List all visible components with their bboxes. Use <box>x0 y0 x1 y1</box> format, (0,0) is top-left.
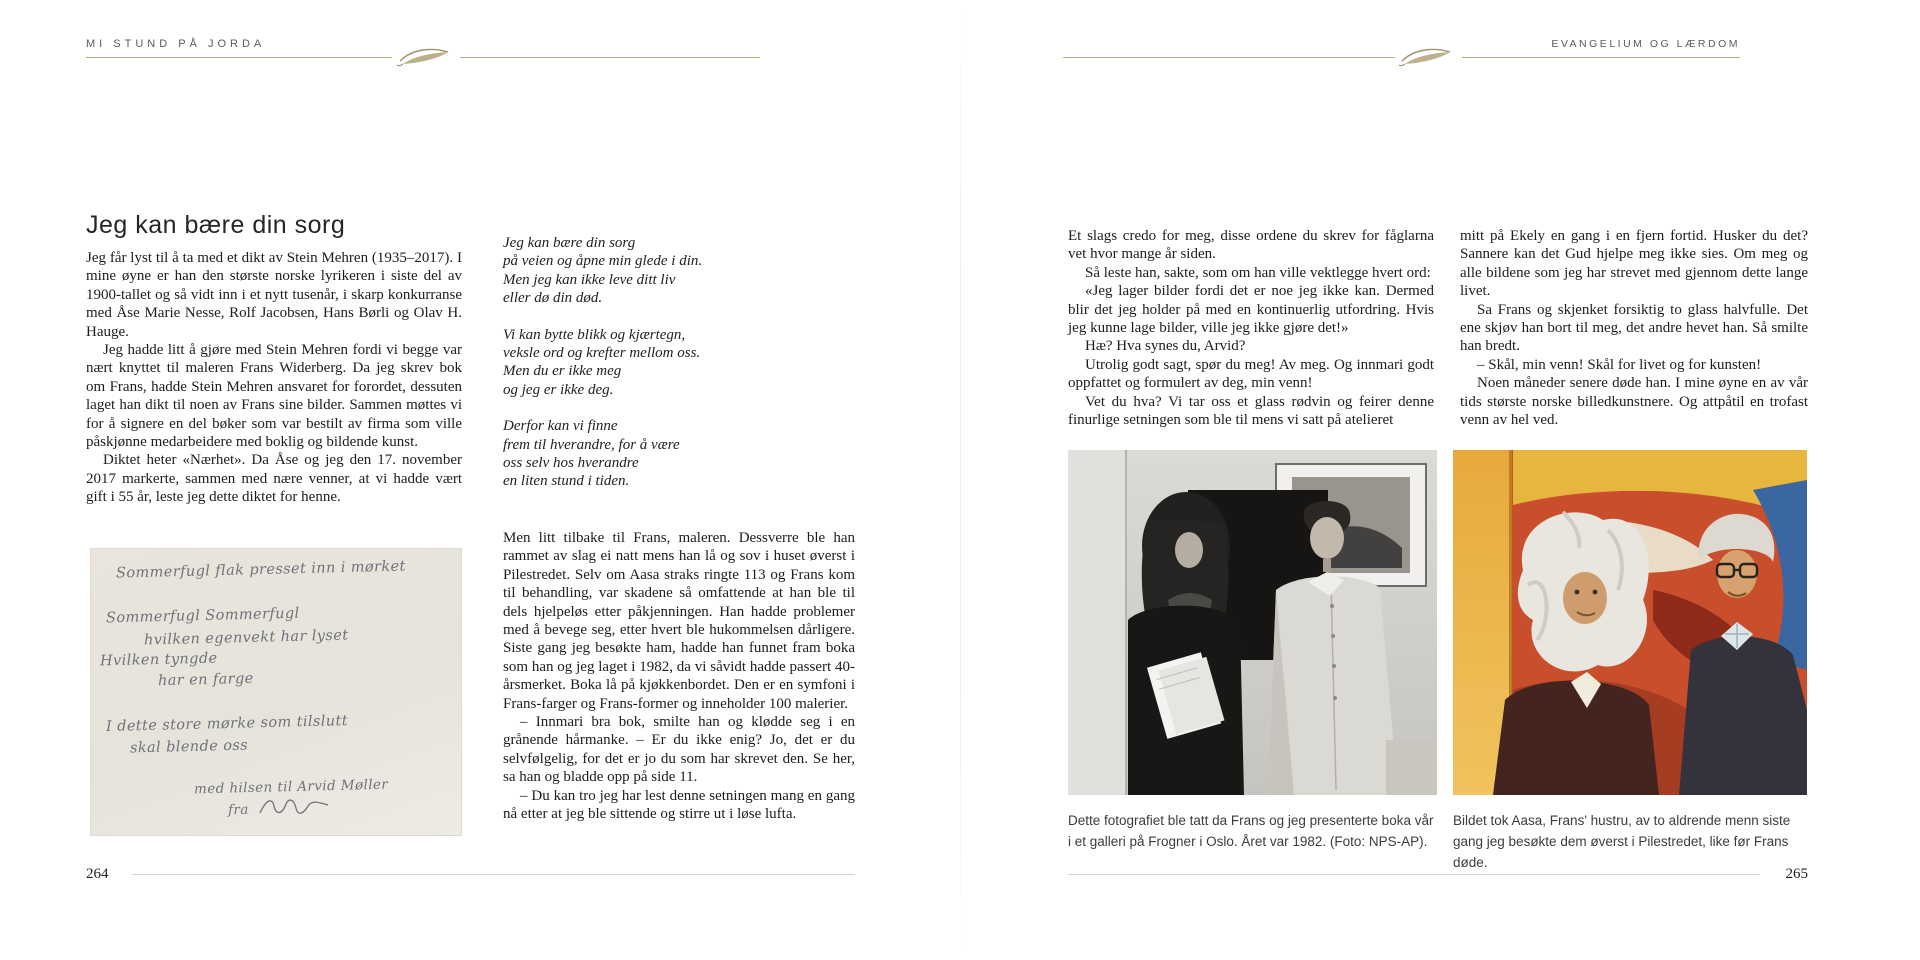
poem-line: og jeg er ikke deg. <box>503 381 614 398</box>
poem-line: Men jeg kan ikke leve ditt liv <box>503 271 676 288</box>
poem-stanza <box>503 326 855 400</box>
page-gutter <box>960 0 961 960</box>
poem-line: en liten stund i tiden. <box>503 473 630 490</box>
paragraph: Hæ? Hva synes du, Arvid? <box>1085 338 1246 355</box>
paragraph: Jeg får lyst til å ta med et dikt av Stein Mehren (1935–2017). I mine øyne er han den største norske lyrikeren i siste del av 1900-tallet og så vidt inn i et nytt tusenår, i skarp konkurranse med Åse Marie Nesse, Rolf Jacobsen, Hans Børli og Olav H. Hauge. <box>86 250 462 340</box>
paragraph: Sa Frans og skjenket forsiktig to glass halvfulle. Det ene skjøv han bort til meg, det andre hevet han. Så smilte han bredt. <box>1460 301 1808 355</box>
paragraph: Diktet heter «Nærhet». Da Åse og jeg den 17. november 2017 markerte, sammen med nære venner, at vi hadde vært gift i 55 år, leste jeg dette diktet for henne. <box>86 452 462 506</box>
flourish-ornament-icon <box>396 45 454 74</box>
paragraph: Noen måneder senere døde han. I mine øyne en av vår tids største norske billedkunstnere. Og attpåtil en trofast venn av hel ved. <box>1460 375 1808 429</box>
paragraph: Et slags credo for meg, disse ordene du skrev for fåglarna vet hvor mange år siden. <box>1068 228 1434 263</box>
poem-stanza <box>503 417 855 491</box>
handwritten-note-image <box>90 548 462 836</box>
poem-line: oss selv hos hverandre <box>503 455 639 472</box>
left-column-1 <box>86 249 462 507</box>
page-number-left: 264 <box>86 866 109 882</box>
header-rule-right-2 <box>1462 57 1740 58</box>
page-number-right: 265 <box>1785 866 1808 882</box>
photo-caption: Dette fotografiet ble tatt da Frans og jeg presenterte boka vår i et galleri på Frogner i Oslo. Året var 1982. (Foto: NPS-AP). <box>1068 813 1434 849</box>
footer-rule-right <box>1068 874 1760 875</box>
poem-stanza <box>503 234 855 308</box>
handwriting-line: har en farge <box>157 670 254 690</box>
signature-icon <box>258 794 332 827</box>
right-column-2 <box>1460 227 1808 429</box>
paragraph: Vet du hva? Vi tar oss et glass rødvin og feirer denne finurlige setningen som ble til mens vi satt på atelieret <box>1068 393 1434 429</box>
poem-line: Jeg kan bære din sorg <box>503 235 636 251</box>
paragraph: Jeg hadde litt å gjøre med Stein Mehren fordi vi begge var nært knyttet til maleren Frans Widerberg. Da jeg skrev bok om Frans, hadde Stein Mehren ansvaret for forordet, dessuten laget han dikt til noen av Frans sine bilder. Sammen møttes vi for å signere en del bøker som var bestilt av firma som ville påskjønne medarbeidere med boklig og bildende kunst. <box>86 342 462 451</box>
photo-book-launch-bw <box>1068 450 1437 795</box>
chapter-title: Jeg kan bære din sorg <box>86 211 346 239</box>
flourish-ornament-icon <box>1398 45 1456 74</box>
handwriting-line: fra <box>227 801 249 819</box>
running-head-left: MI STUND PÅ JORDA <box>86 38 266 50</box>
paragraph: «Jeg lager bilder fordi det er noe jeg ikke kan. Dermed blir det jeg holder på med en kontinuerlig utfordring. Hvis jeg kunne lage bilder, ville jeg ikke gjøre det!» <box>1068 283 1434 337</box>
poem-line: Vi kan bytte blikk og kjærtegn, <box>503 326 686 343</box>
paragraph: Så leste han, sakte, som om han ville vektlegge hvert ord: <box>1085 264 1431 281</box>
photo-caption: Bildet tok Aasa, Frans' hustru, av to aldrende menn siste gang jeg besøkte dem øverst i Pilestredet, like før Frans døde. <box>1453 813 1791 870</box>
poem-block <box>503 234 855 509</box>
poem-line: på veien og åpne min glede i din. <box>503 253 703 270</box>
handwriting-line: hvilken egenvekt har lyset <box>143 627 349 649</box>
paragraph: mitt på Ekely en gang i en fjern fortid. Husker du det? Sannere kan det Gud hjelpe meg ikke sies. Om meg og alle bildene som jeg har strevet med gjennom dette lange livet. <box>1460 228 1808 300</box>
handwriting-line: skal blende oss <box>129 737 249 757</box>
poem-line: eller dø din død. <box>503 290 603 307</box>
handwriting-line: Sommerfugl Sommerfugl <box>105 605 300 627</box>
poem-line: veksle ord og krefter mellom oss. <box>503 345 701 362</box>
right-column-1 <box>1068 227 1434 429</box>
handwriting-line: med hilsen til Arvid Møller <box>193 776 389 798</box>
paragraph: Utrolig godt sagt, spør du meg! Av meg. Og innmari godt oppfattet og formulert av deg, min venn! <box>1068 356 1434 392</box>
header-rule-right-1 <box>1063 57 1395 58</box>
header-rule-left-2 <box>460 57 760 58</box>
photo-frans-and-author-color <box>1453 450 1807 795</box>
header-rule-left-1 <box>86 57 392 58</box>
left-column-2 <box>503 529 855 824</box>
handwriting-line: Sommerfugl flak presset inn i mørket <box>115 558 406 582</box>
running-head-right: EVANGELIUM OG LÆRDOM <box>1551 38 1740 50</box>
paragraph: – Du kan tro jeg har lest denne setningen mang en gang nå etter at jeg ble sittende og stirre ut i løse lufta. <box>503 787 855 823</box>
handwriting-line: I dette store mørke som tilslutt <box>105 713 349 735</box>
poem-line: frem til hverandre, for å være <box>503 436 680 453</box>
handwriting-line: Hvilken tyngde <box>99 650 218 670</box>
footer-rule-left <box>132 874 855 875</box>
paragraph: – Skål, min venn! Skål for livet og for kunsten! <box>1477 356 1762 373</box>
poem-line: Derfor kan vi finne <box>503 418 618 435</box>
paragraph: Men litt tilbake til Frans, maleren. Dessverre ble han rammet av slag ei natt mens han lå og sov i huset øverst i Pilestredet. Selv om Aasa straks ringte 113 og Frans kom til behandling, var skadene så omfattende at han ble til dels hjelpeløs etter påkjenningen. Han hadde problemer med å bevege seg, etter hvert ble hukommelsen dårligere. Siste gang jeg besøkte ham, hadde han funnet fram boka som han og jeg laget i 1982, da vi såvidt hadde passert 40-årsmerket. Boka lå på kjøkkenbordet. Den er en symfoni i Frans-farger og Frans-former og inneholder 100 malerier. <box>503 530 855 712</box>
paragraph: – Innmari bra bok, smilte han og klødde seg i en grånende hårmanke. – Er du ikke enig? Jo, det er du selvfølgelig, for det er jo du som har skrevet den. Se her, sa han og bladde opp på side 11. <box>503 714 855 786</box>
poem-line: Men du er ikke meg <box>503 363 622 380</box>
